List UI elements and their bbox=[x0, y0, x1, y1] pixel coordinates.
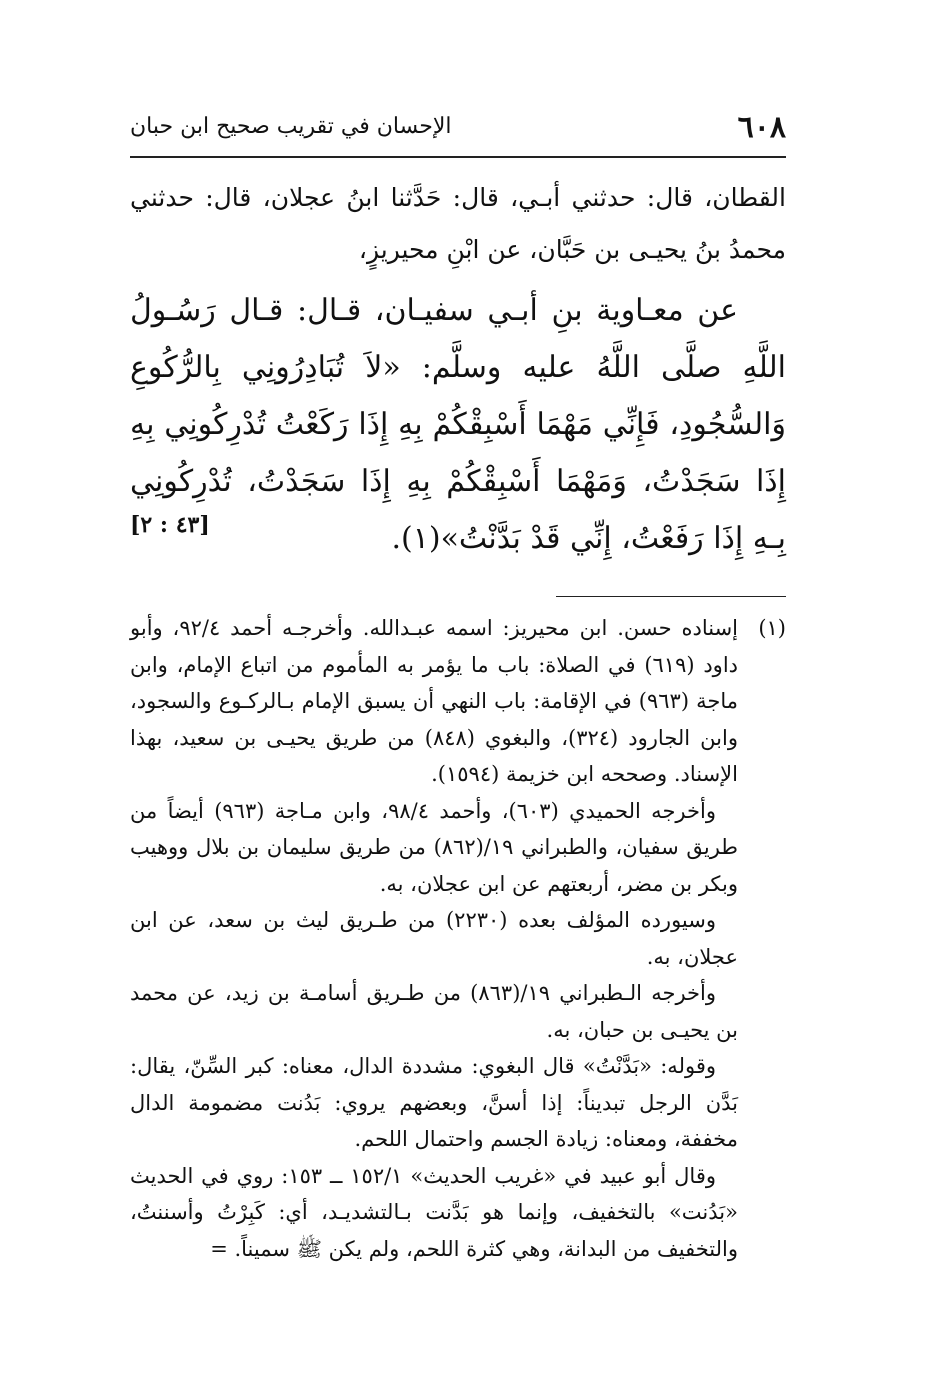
header-divider bbox=[130, 156, 786, 158]
footnote-marker: (١) bbox=[758, 616, 786, 640]
footnote-paragraph: وقوله: «بَدَّنْتُ» قال البغوي: مشددة الدال، معناه: كبر السِّنّ، يقال: بَدَّن الرجل تبديناً: إذا أسنَّ، وبعضهم يروي: بَدُنت مضمومة الدال مخففة، ومعناه: زيادة الجسم واحتمال اللحم. bbox=[130, 1054, 738, 1151]
isnad-chain bbox=[130, 172, 786, 276]
footnote-paragraph bbox=[130, 610, 786, 793]
hadith-text-block bbox=[130, 282, 786, 567]
footnote-text: إسناده حسن. ابن محيريز: اسمه عبـدالله. وأخرجـه أحمد ٩٢/٤، وأبو داود (٦١٩) في الصلاة: باب ما يؤمر به المأموم من اتباع الإمام، وابن ماجة (٩٦٣) في الإقامة: باب النهي أن يسبق الإمام بـالركـوع والسجود، وابن الجارود (٣٢٤)، والبغوي (٨٤٨) من طريق يحيـى بن سعيد، بهذا الإسناد. وصححه ابن خزيمة (١٥٩٤). bbox=[130, 616, 739, 786]
running-title: الإحسان في تقريب صحيح ابن حبان bbox=[130, 114, 452, 139]
hadith-reference: [٤٣ : ٢] bbox=[130, 512, 210, 538]
footnote-paragraph: وأخرجه الـطبراني ١٩/(٨٦٣) من طـريق أسامـة بن زيد، عن محمد بن يحيـى بن حبان، به. bbox=[130, 981, 738, 1042]
footnote-paragraph: وقال أبو عبيد في «غريب الحديث» ١٥٢/١ ــ ١٥٣: روي في الحديث «بَدُنت» بالتخفيف، وإنما هو بَدَّنت بـالتشديـد، أي: كَبِرْتُ وأسننتُ، والتخفيف من البدانة، وهي كثرة اللحم، ولم يكن ﷺ سميناً. = bbox=[130, 1163, 738, 1261]
hadith-text: عن معـاوية بنِ أبـي سفيـان، قـال: قـال رَسُـولُ اللَّهِ صلَّى اللَّهُ عليه وسلَّم: «لاَ تُبَادِرُونِي بِالرُّكُوعِ وَالسُّجُودِ، فَإِنِّي مَهْمَا أَسْبِقْكُمْ بِهِ إِذَا رَكَعْتُ تُدْرِكُونِي بِهِ إِذَا سَجَدْتُ، وَمَهْمَا أَسْبِقْكُمْ بِهِ إِذَا سَجَدْتُ، تُدْرِكُونِي بِـهِ إِذَا رَفَعْتُ، إِنِّي قَدْ بَدَّنْتُ»(١). bbox=[130, 293, 786, 556]
page-number: ٦٠٨ bbox=[737, 110, 786, 145]
footnotes bbox=[130, 610, 786, 1267]
page-header bbox=[130, 110, 786, 152]
footnote-paragraph: وأخرجه الحميدي (٦٠٣)، وأحمد ٩٨/٤، وابن مـاجة (٩٦٣) أيضاً من طريق سفيان، والطبراني ١٩/(٨٦٢) من طريق سليمان بن بلال ووهيب وبكر بن مضر، أربعتهم عن ابن عجلان، به. bbox=[130, 798, 738, 896]
footnote-divider bbox=[556, 596, 786, 597]
footnote-paragraph: وسيورده المؤلف بعده (٢٢٣٠) من طـريق ليث بن سعد، عن ابن عجلان، به. bbox=[130, 908, 738, 969]
isnad-text: القطان، قال: حدثني أبـي، قال: حَدَّثنا ابنُ عجلان، قال: حدثني محمدُ بنُ يحيـى بن حَبَّان، عن ابْنِ محيريزٍ، bbox=[130, 183, 786, 264]
